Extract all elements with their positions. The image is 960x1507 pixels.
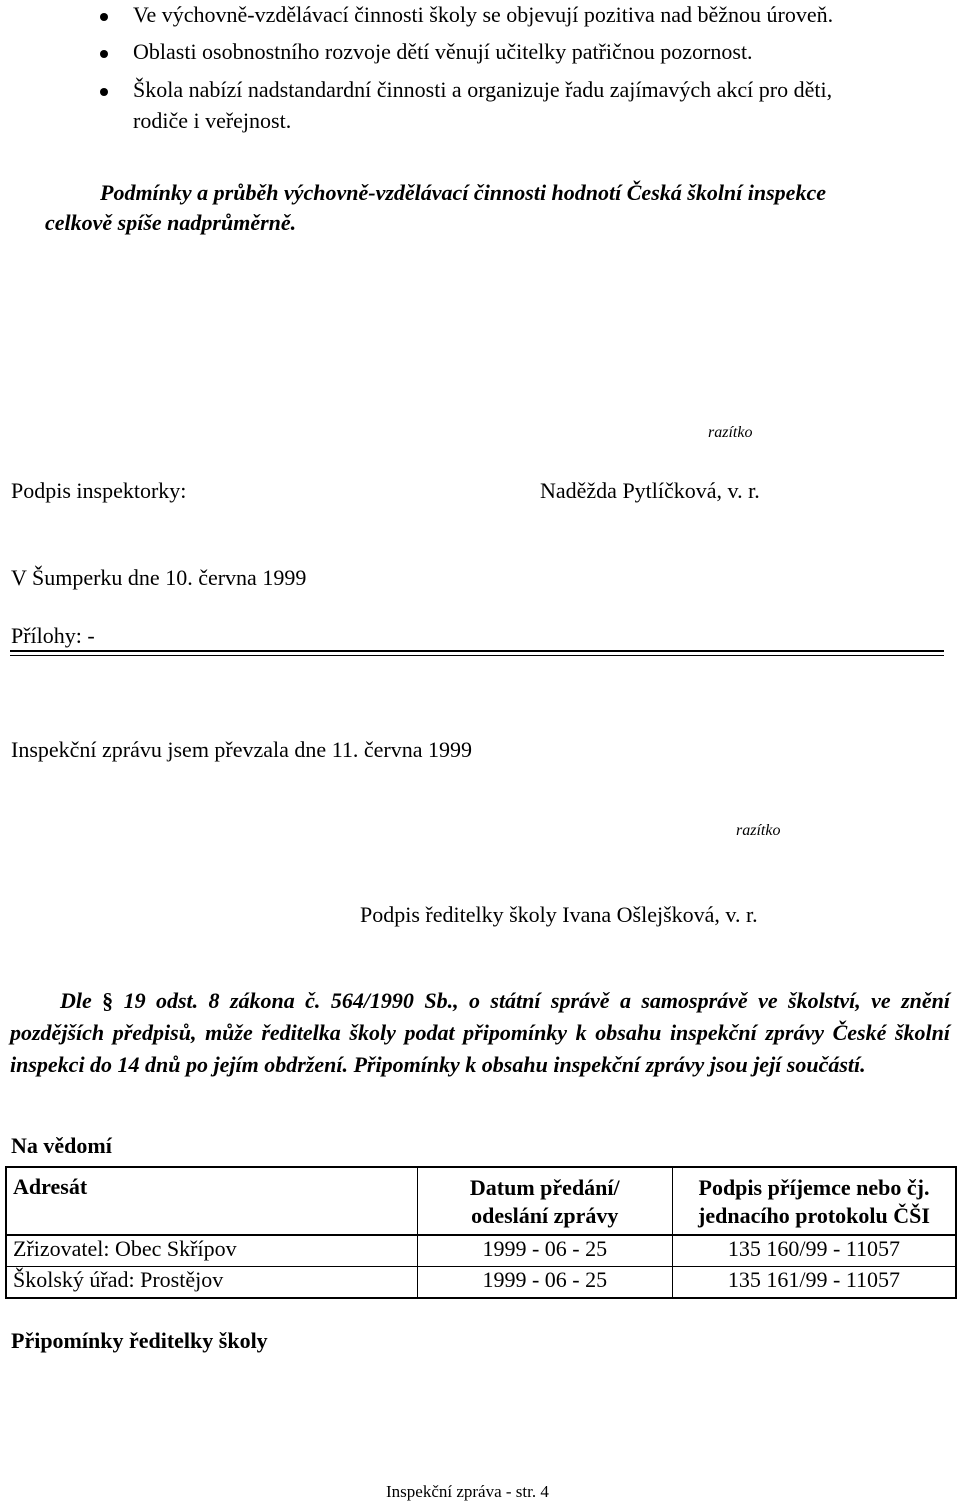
stamp-label-inspector: razítko [708, 424, 753, 441]
table-cell: Zřizovatel: Obec Skřípov [6, 1235, 417, 1267]
bullet-icon [100, 88, 108, 96]
bullet-icon [100, 50, 108, 58]
recipients-table [5, 1166, 957, 1299]
list-item-text: Škola nabízí nadstandardní činnosti a organizuje řadu zajímavých akcí pro děti, [133, 77, 833, 102]
list-item-text: Oblasti osobnostního rozvoje dětí věnují učitelky patřičnou pozornost. [133, 39, 753, 64]
list-item-text: Ve výchovně-vzdělávací činnosti školy se objevují pozitiva nad běžnou úroveň. [133, 2, 834, 27]
section-sign: § [102, 988, 114, 1013]
table-cell: Školský úřad: Prostějov [6, 1267, 417, 1299]
col-header-text: Datum předání/ odeslání zprávy [469, 1175, 620, 1228]
table-row [6, 1235, 956, 1267]
col-header-signature [672, 1167, 956, 1235]
legal-text: 19 odst. 8 zákona č. 564/1990 Sb., o státní správě a samosprávě ve školství, ve znění pozdějších předpisů, může ředitelka školy podat připomínky k obsahu inspekční zprávy České školní inspekci do 14 dnů po jejím obdržení. Připomínky k obsahu inspekční zprávy jsou její součástí. [10, 988, 951, 1077]
table-cell: 1999 - 06 - 25 [417, 1235, 672, 1267]
notice-heading: Na vědomí [11, 1133, 112, 1158]
table-cell: 135 161/99 - 11057 [672, 1267, 956, 1299]
attachments: Přílohy: - [11, 623, 95, 648]
bullet-icon [100, 13, 108, 21]
summary-line-1: Podmínky a průběh výchovně-vzdělávací činnosti hodnotí Česká školní inspekce [100, 180, 826, 205]
divider-line [10, 655, 944, 656]
page-footer: Inspekční zpráva - str. 4 [386, 1482, 549, 1501]
col-header-addressee [6, 1167, 417, 1235]
place-date: V Šumperku dne 10. června 1999 [11, 565, 307, 590]
inspector-signature-label: Podpis inspektorky: [11, 478, 187, 503]
table-cell: 135 160/99 - 11057 [672, 1235, 956, 1267]
table-row [6, 1267, 956, 1299]
director-comments-heading: Připomínky ředitelky školy [11, 1328, 268, 1353]
legal-prefix: Dle [60, 988, 103, 1013]
legal-notice [10, 985, 950, 1081]
list-item-text: rodiče i veřejnost. [133, 108, 292, 133]
table-cell: 1999 - 06 - 25 [417, 1267, 672, 1299]
col-header-date [417, 1167, 672, 1235]
inspector-name: Naděžda Pytlíčková, v. r. [540, 478, 760, 503]
table-header-row [6, 1167, 956, 1235]
col-header-text: Podpis příjemce nebo čj. jednacího protokolu ČŠI [698, 1175, 930, 1228]
col-header-text: Adresát [13, 1174, 88, 1199]
divider-line [10, 650, 944, 652]
stamp-label-director: razítko [736, 822, 781, 839]
summary-line-2: celkově spíše nadprůměrně. [45, 210, 297, 235]
director-signature: Podpis ředitelky školy Ivana Ošlejšková, v. r. [360, 902, 758, 927]
received-statement: Inspekční zprávu jsem převzala dne 11. června 1999 [11, 737, 473, 762]
